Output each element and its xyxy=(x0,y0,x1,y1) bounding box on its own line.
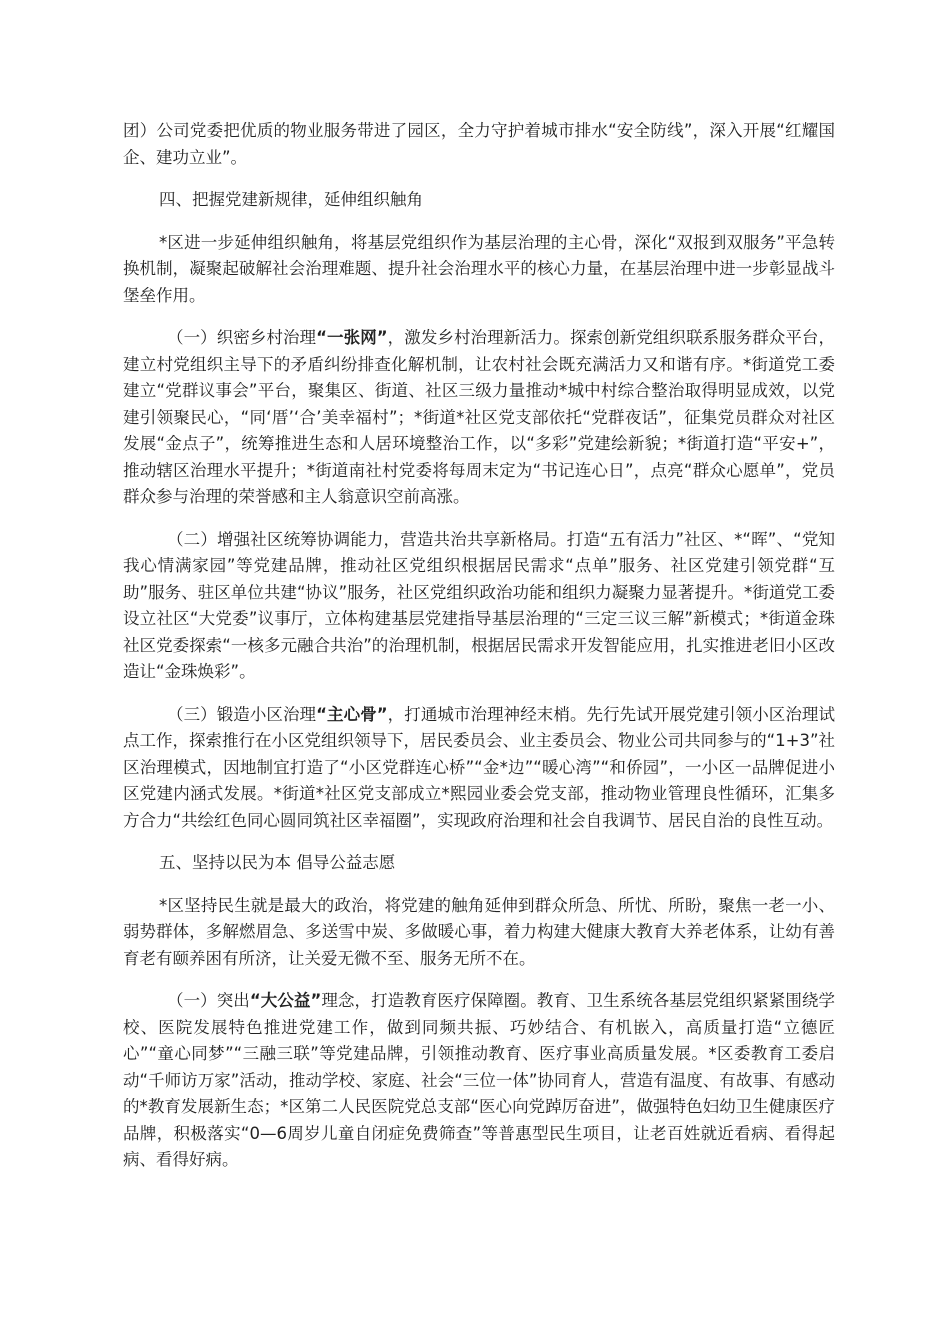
paragraph-text: ，激发乡村治理新活力。探索创新党组织联系服务群众平台，建立村党组织主导下的矛盾纠纷排查化解机制，让农村社会既充满活力又和谐有序。*街道党工委建立“党群议事会”平台，聚集区、街道、社区三级力量推动*城中村综合整治取得明显成效，以党建引领聚民心，“同‘厝’‘合’美幸福村”；*街道*社区党支部依托“党群夜话”，征集党员群众对社区发展“金点子”，统筹推进生态和人居环境整治工作，以“多彩”党建绘新貌；*街道打造“平安+”，推动辖区治理水平提升；*街道南社村党委将每周末定为“书记连心日”，点亮“群众心愿单”，党员群众参与治理的荣誉感和主人翁意识空前高涨。 xyxy=(123,328,835,506)
paragraph-text: ，打通城市治理神经末梢。先行先试开展党建引领小区治理试点工作，探索推行在小区党组织领导下，居民委员会、业主委员会、物业公司共同参与的“1+3”社区治理模式，因地制宜打造了“小区党群连心桥”“金*边”“暖心湾”“和侨园”，一小区一品牌促进小区党建内涵式发展。*街道*社区党支部成立*熙园业委会党支部，推动物业管理良性循环，汇集多方合力“共绘红色同心圆同筑社区幸福圈”，实现政府治理和社会自我调节、居民自治的良性互动。 xyxy=(123,704,835,830)
document-body xyxy=(123,118,835,1190)
paragraph-public-welfare xyxy=(123,988,835,1174)
section-heading-4: 四、把握党建新规律，延伸组织触角 xyxy=(159,190,423,209)
subheading-prefix: （三）锻造小区治理 xyxy=(167,704,317,724)
paragraph-continuation: 团）公司党委把优质的物业服务带进了园区，全力守护着城市排水“安全防线”，深入开展“红耀国企、建功立业”。 xyxy=(123,121,835,167)
paragraph-section-4-intro: *区进一步延伸组织触角，将基层党组织作为基层治理的主心骨，深化“双报到双服务”平急转换机制，凝聚起破解社会治理难题、提升社会治理水平的核心力量，在基层治理中进一步彰显战斗堡垒作用。 xyxy=(123,232,835,305)
paragraph-section-5-intro: *区坚持民生就是最大的政治，将党建的触角延伸到群众所急、所忧、所盼，聚焦一老一小、弱势群体，多解燃眉急、多送雪中炭、多做暖心事，着力构建大健康大教育大养老体系，让幼有善育老有颐养困有所济，让关爱无微不至、服务无所不在。 xyxy=(123,895,835,968)
section-heading-5: 五、坚持以民为本 倡导公益志愿 xyxy=(159,853,396,872)
paragraph-text: 理念，打造教育医疗保障圈。教育、卫生系统各基层党组织紧紧围绕学校、医院发展特色推进党建工作，做到同频共振、巧妙结合、有机嵌入，高质量打造“立德匠心”“童心同梦”“三融三联”等党建品牌，引领推动教育、医疗事业高质量发展。*区委教育工委启动“千师访万家”活动，推动学校、家庭、社会“三位一体”协同育人，营造有温度、有故事、有感动的*教育发展新生态；*区第二人民医院党总支部“医心向党踔厉奋进”，做强特色妇幼卫生健康医疗品牌，积极落实“0—6周岁儿童自闭症免费筛查”等普惠型民生项目，让老百姓就近看病、看得起病、看得好病。 xyxy=(123,991,835,1169)
subheading-bold-term: “大公益” xyxy=(249,991,322,1010)
paragraph-rural-governance xyxy=(123,325,835,511)
subheading-bold-term: “主心骨” xyxy=(316,704,388,724)
subheading-bold-term: “一张网” xyxy=(316,328,388,347)
subheading-prefix: （一）突出 xyxy=(167,991,250,1010)
paragraph-community-coordination: （二）增强社区统筹协调能力，营造共治共享新格局。打造“五有活力”社区、*“晖”、“党知我心情满家园”等党建品牌，推动社区党组织根据居民需求“点单”服务、社区党建引领党群“互助”服务、驻区单位共建“协议”服务，社区党组织政治功能和组织力凝聚力显著提升。*街道党工委设立社区“大党委”议事厅，立体构建基层党建指导基层治理的“三定三议三解”新模式；*街道金珠社区党委探索“一核多元融合共治”的治理机制，根据居民需求开发智能应用，扎实推进老旧小区改造让“金珠焕彩”。 xyxy=(123,529,835,681)
paragraph-neighborhood-governance xyxy=(123,702,835,835)
subheading-prefix: （一）织密乡村治理 xyxy=(167,328,317,347)
